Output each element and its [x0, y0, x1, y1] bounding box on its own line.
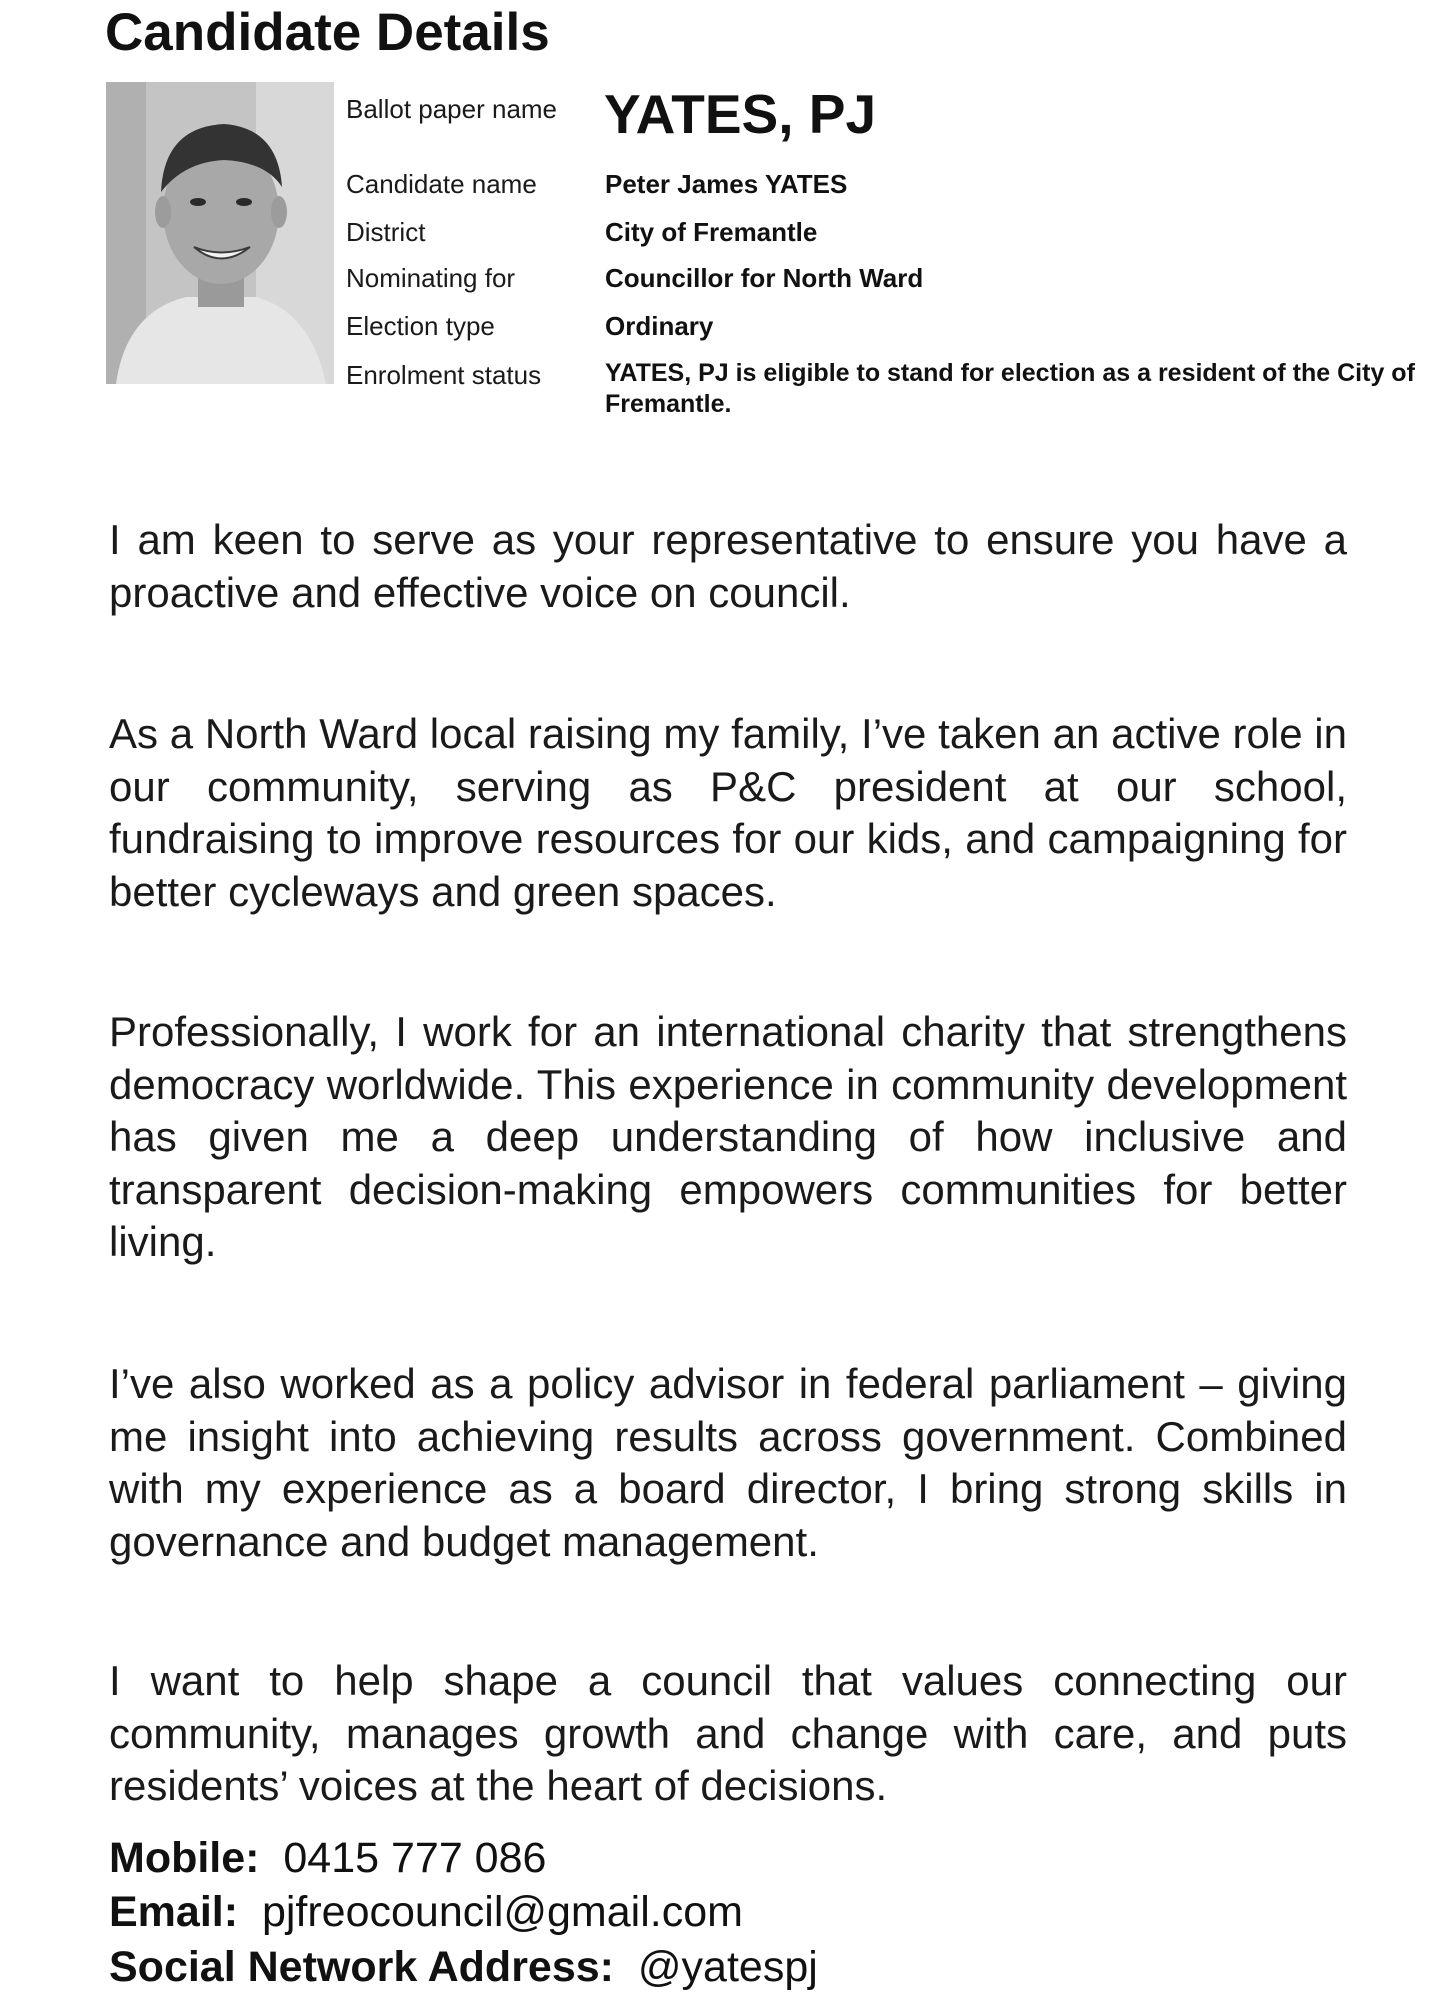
enrolment-status-value: YATES, PJ is eligible to stand for election as a resident of the City of Fremantle.: [605, 359, 1415, 418]
enrolment-status-label: Enrolment status: [346, 360, 542, 390]
candidate-name-label: Candidate name: [346, 169, 537, 199]
page-title: Candidate Details: [105, 3, 550, 62]
candidate-photo: [106, 82, 334, 384]
candidate-name-value: Peter James YATES: [605, 169, 848, 199]
statement-paragraph-4: I’ve also worked as a policy advisor in federal parliament – giving me insight into achieving results across government. Combined with my experience as a board director, I bring strong skills in governance and budget management.: [109, 1360, 1347, 1565]
statement-paragraph-3: Professionally, I work for an international charity that strengthens democracy worldwide. This experience in community development has given me a deep understanding of how inclusive and transparent decision-making empowers communities for better living.: [109, 1008, 1347, 1265]
mobile-label: Mobile:: [109, 1834, 260, 1882]
email-value: pjfreocouncil@gmail.com: [261, 1888, 743, 1936]
social-value: @yatespj: [637, 1943, 818, 1991]
contact-mobile: [109, 1834, 546, 1883]
contact-email: [109, 1888, 743, 1937]
ballot-paper-name-value: YATES, PJ: [604, 83, 877, 145]
candidate-portrait-icon: [106, 82, 334, 384]
ballot-paper-name-label: Ballot paper name: [346, 94, 558, 124]
district-value: City of Fremantle: [605, 217, 818, 247]
contact-social: [109, 1943, 818, 1992]
statement-paragraph-2: As a North Ward local raising my family, I’ve taken an active role in our community, serving as P&C president at our school, fundraising to improve resources for our kids, and campaigning for better cycleways and green spaces.: [109, 710, 1347, 915]
nominating-for-label: Nominating for: [346, 263, 516, 293]
statement-paragraph-5: I want to help shape a council that values connecting our community, manages growth and change with care, and puts residents’ voices at the heart of decisions.: [109, 1657, 1347, 1809]
nominating-for-value: Councillor for North Ward: [605, 263, 924, 293]
district-label: District: [346, 217, 426, 247]
statement-paragraph-1: I am keen to serve as your representative to ensure you have a proactive and effective voice on council.: [109, 516, 1347, 616]
email-label: Email:: [109, 1888, 239, 1936]
mobile-value: 0415 777 086: [283, 1834, 547, 1882]
social-label: Social Network Address:: [109, 1943, 614, 1991]
election-type-value: Ordinary: [605, 311, 714, 341]
election-type-label: Election type: [346, 311, 495, 341]
